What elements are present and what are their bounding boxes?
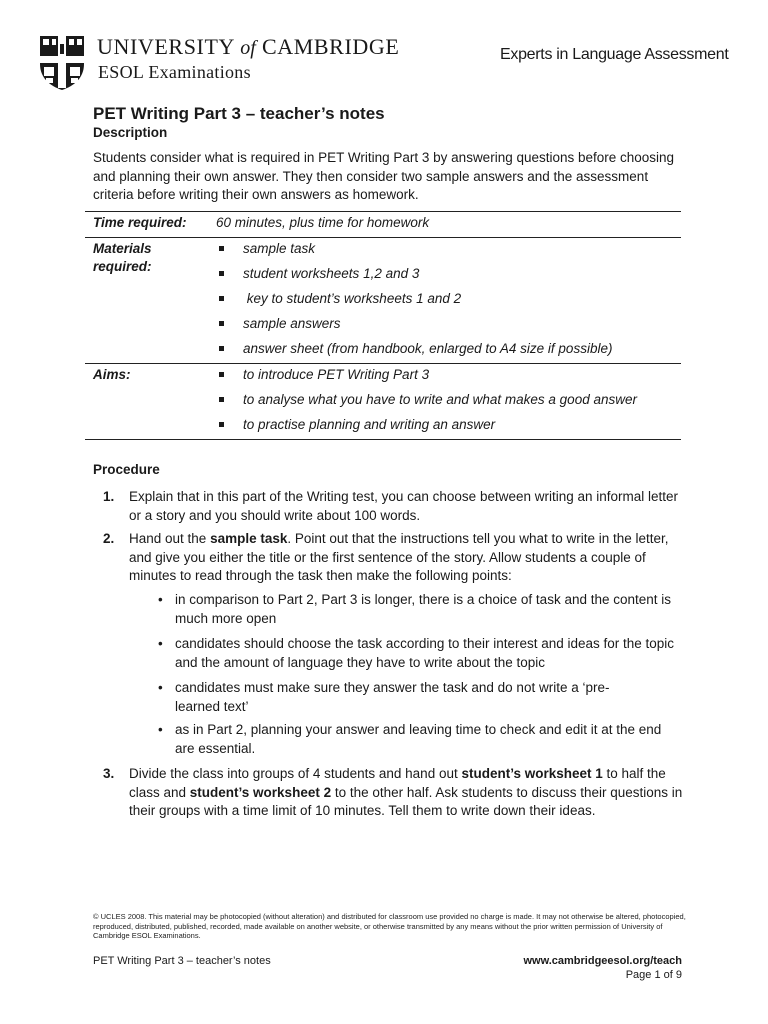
materials-item: key to student’s worksheets 1 and 2 <box>216 290 681 315</box>
time-label: Time required: <box>93 215 187 230</box>
aims-item: to introduce PET Writing Part 3 <box>216 366 681 391</box>
aims-row <box>85 363 681 440</box>
materials-item: answer sheet (from handbook, enlarged to A4 size if possible) <box>216 340 681 362</box>
page-number: Page 1 of 9 <box>625 969 682 981</box>
university-name: UNIVERSITY of CAMBRIDGE <box>97 34 400 59</box>
aims-item: to analyse what you have to write and what makes a good answer <box>216 391 681 416</box>
esol-examinations: ESOL Examinations <box>98 62 251 82</box>
materials-row <box>85 237 681 363</box>
materials-label: Materials required: <box>93 241 152 274</box>
aims-label: Aims: <box>93 367 131 382</box>
procedure-step-3: 3. Divide the class into groups of 4 students and hand out student’s worksheet 1 to half the class and student’s worksheet 2 to the other half. Ask students to discuss their questions in their groups with a time limit of 10 minutes. Tell them to write down their ideas. <box>103 766 683 818</box>
procedure-bullet: • candidates must make sure they answer the task and do not write a ‘pre-learned text’ <box>158 680 610 714</box>
procedure-step-1: 1. Explain that in this part of the Writing test, you can choose between writing an informal letter or a story and you should write about 100 words. <box>103 489 679 523</box>
procedure-bullet: • in comparison to Part 2, Part 3 is longer, there is a choice of task and the content is much more open <box>158 592 672 626</box>
procedure-bullet: • as in Part 2, planning your answer and leaving time to check and edit it at the end are essential. <box>158 722 662 756</box>
footer-doc-name: PET Writing Part 3 – teacher’s notes <box>93 955 271 967</box>
info-table <box>85 211 681 440</box>
materials-item: sample task <box>216 240 681 265</box>
materials-item: student worksheets 1,2 and 3 <box>216 265 681 290</box>
description-heading: Description <box>93 125 168 140</box>
procedure-step-2: 2. Hand out the sample task. Point out that the instructions tell you what to write in the letter, and give you either the title or the first sentence of the story. Allow students a couple of minutes to read through the task then make the following points: <box>103 531 669 583</box>
page-title: PET Writing Part 3 – teacher’s notes <box>93 104 385 123</box>
copyright-notice: © UCLES 2008. This material may be photocopied (without alteration) and distributed for classroom use provided no charge is made. It may not otherwise be altered, photocopied, reproduced, distributed, published, recorded, made available on another website, or otherwise transmitted by any means without the prior written permission of University of Cambridge ESOL Examinations. <box>93 912 686 940</box>
cambridge-crest-icon <box>38 34 86 92</box>
procedure-heading: Procedure <box>93 462 160 477</box>
procedure-bullet: • candidates should choose the task according to their interest and ideas for the topic and the amount of language they have to write about the topic <box>158 636 675 670</box>
aims-item: to practise planning and writing an answer <box>216 416 681 438</box>
tagline: Experts in Language Assessment <box>500 46 729 63</box>
materials-item: sample answers <box>216 315 681 340</box>
description-text: Students consider what is required in PET Writing Part 3 by answering questions before choosing and planning their own answer. They then consider two sample answers and the assessment criteria before writing their own answers as homework. <box>93 150 675 202</box>
footer-url-link[interactable]: www.cambridgeesol.org/teach <box>523 955 682 967</box>
time-value: 60 minutes, plus time for homework <box>216 215 430 230</box>
time-row <box>85 211 681 237</box>
